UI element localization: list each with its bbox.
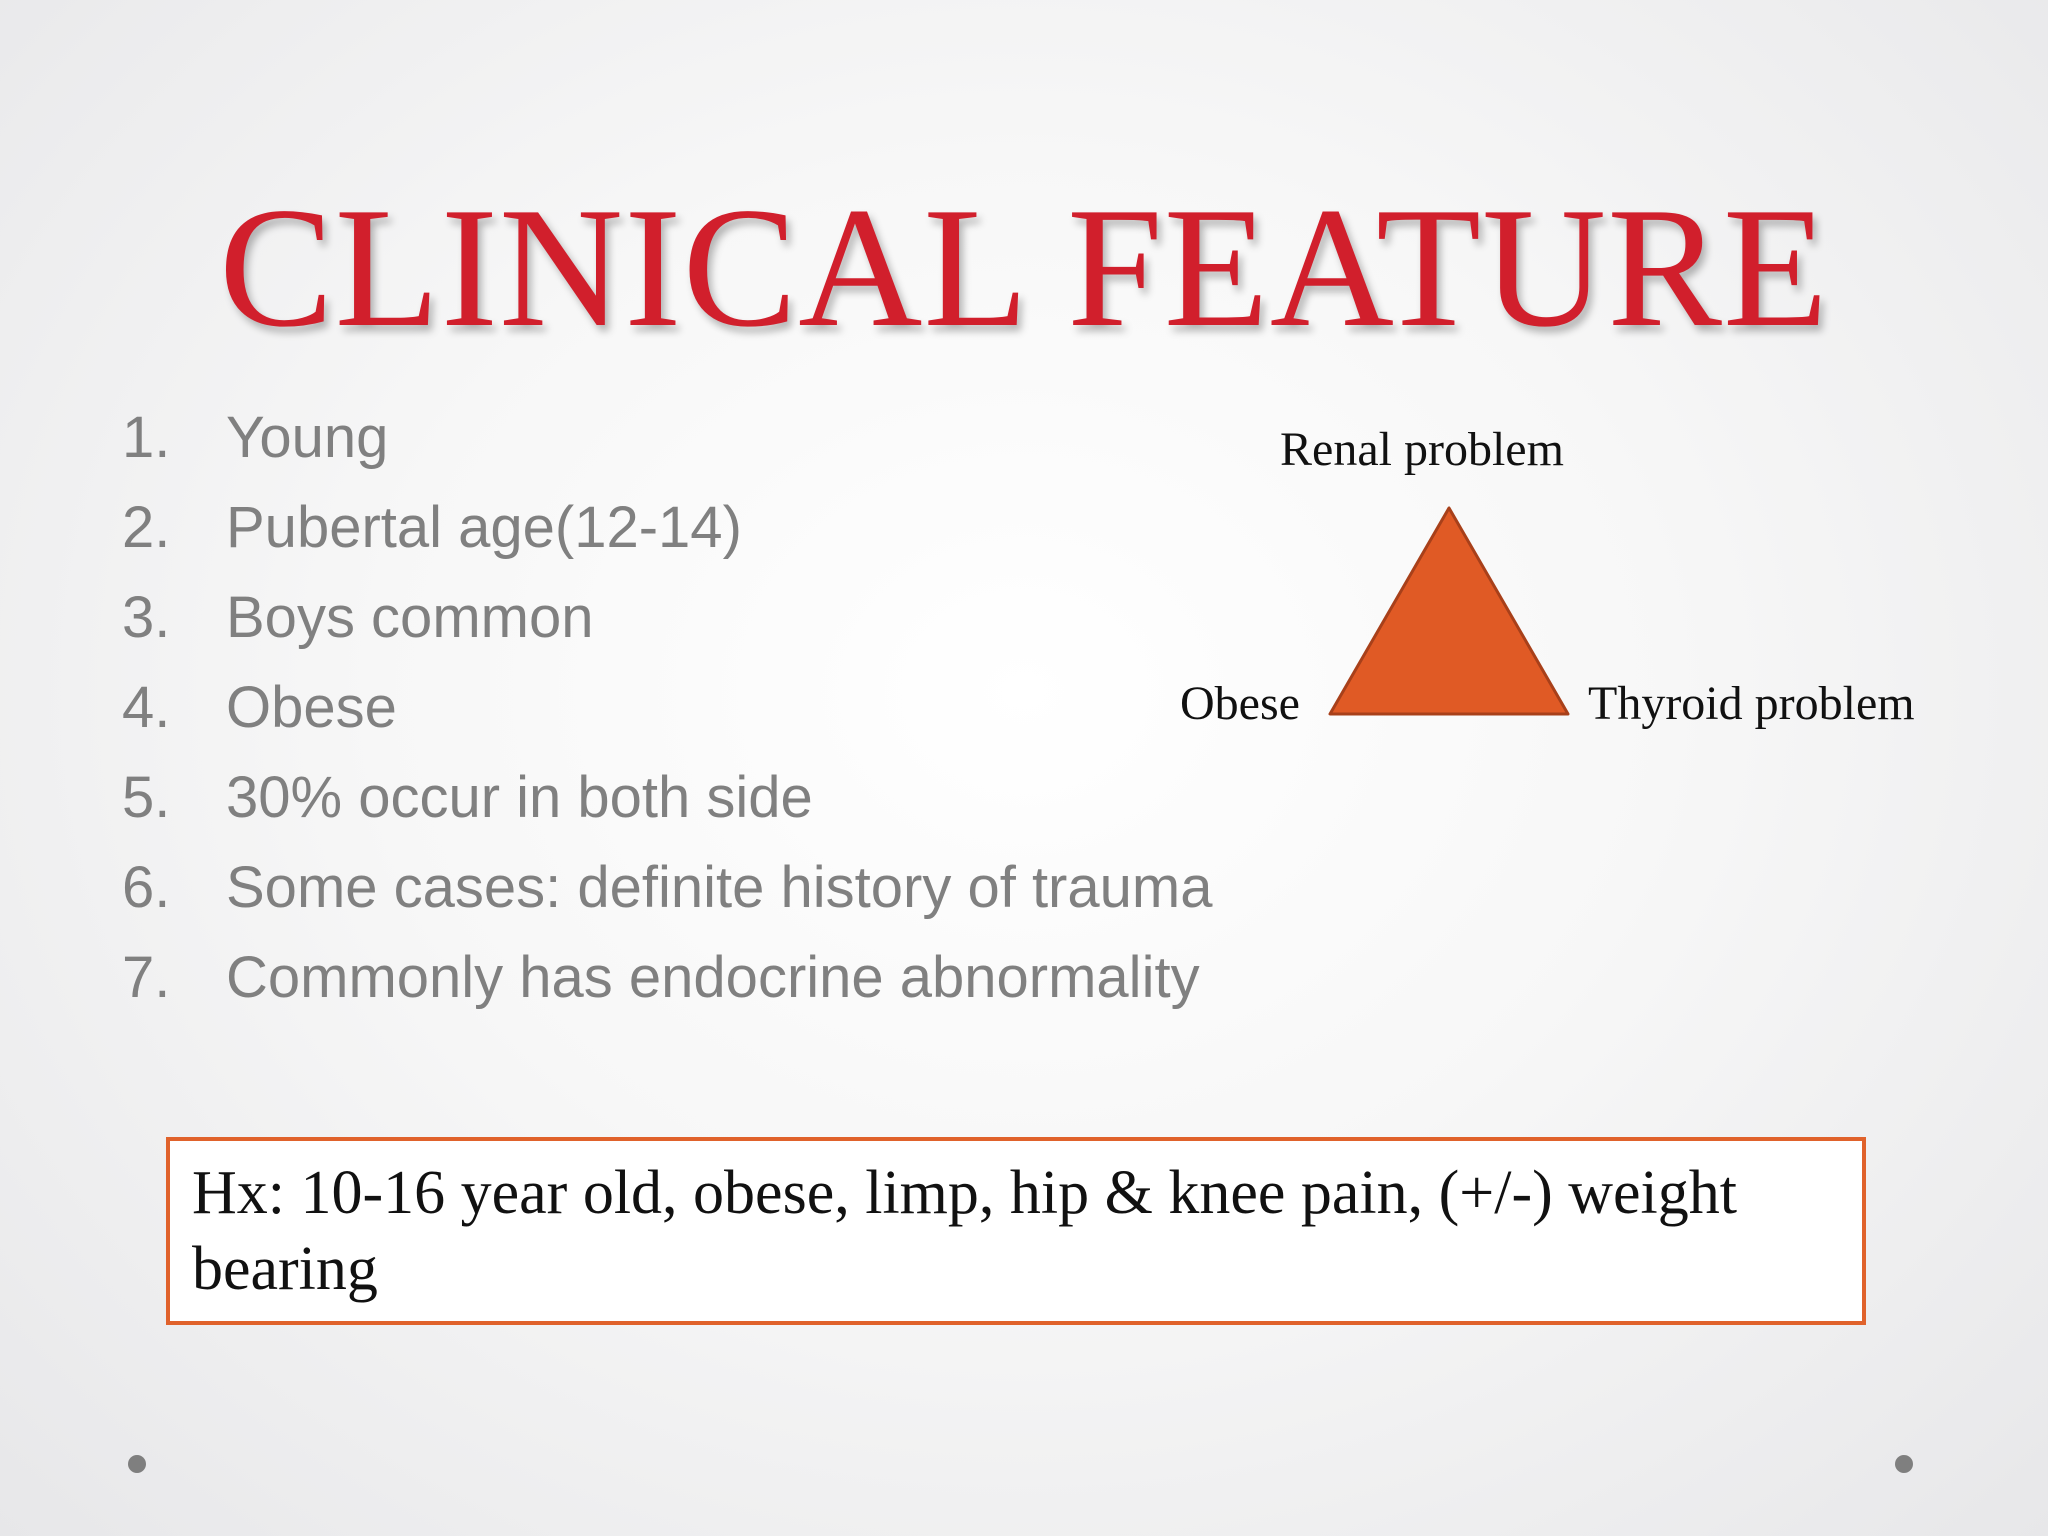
- list-item: [122, 662, 1212, 752]
- list-item-number: 3.: [122, 584, 171, 650]
- slide-title: CLINICAL FEATURE: [218, 173, 1830, 363]
- list-item: [122, 482, 1212, 572]
- list-item-text: Some cases: definite history of trauma: [226, 854, 1213, 920]
- list-item-number: 6.: [122, 854, 171, 920]
- list-item-number: 2.: [122, 494, 171, 560]
- triad-diagram: [1150, 410, 2030, 770]
- right-decorative-dot: [1895, 1455, 1913, 1473]
- triad-top-label: Renal problem: [1280, 423, 1564, 476]
- list-item-text: Obese: [226, 674, 397, 740]
- list-item-text: Boys common: [226, 584, 594, 650]
- triad-left-label: Obese: [1180, 677, 1300, 730]
- list-item: [122, 842, 1212, 932]
- left-decorative-dot: [128, 1455, 146, 1473]
- list-item-text: Commonly has endocrine abnormality: [226, 944, 1200, 1010]
- list-item-text: Pubertal age(12-14): [226, 494, 742, 560]
- list-item: [122, 392, 1212, 482]
- list-item-number: 1.: [122, 404, 171, 470]
- list-item-number: 4.: [122, 674, 171, 740]
- list-item-text: 30% occur in both side: [226, 764, 813, 830]
- history-text: Hx: 10-16 year old, obese, limp, hip & knee pain, (+/-) weight bearing: [192, 1159, 1738, 1303]
- list-item-number: 5.: [122, 764, 171, 830]
- list-item: [122, 752, 1212, 842]
- list-item: [122, 572, 1212, 662]
- history-box: [166, 1137, 1866, 1325]
- list-item: [122, 932, 1212, 1022]
- triangle-shape: [1330, 508, 1568, 714]
- list-item-number: 7.: [122, 944, 171, 1010]
- list-item-text: Young: [226, 404, 389, 470]
- triad-right-label: Thyroid problem: [1588, 677, 1915, 730]
- clinical-feature-list: [122, 392, 1212, 1022]
